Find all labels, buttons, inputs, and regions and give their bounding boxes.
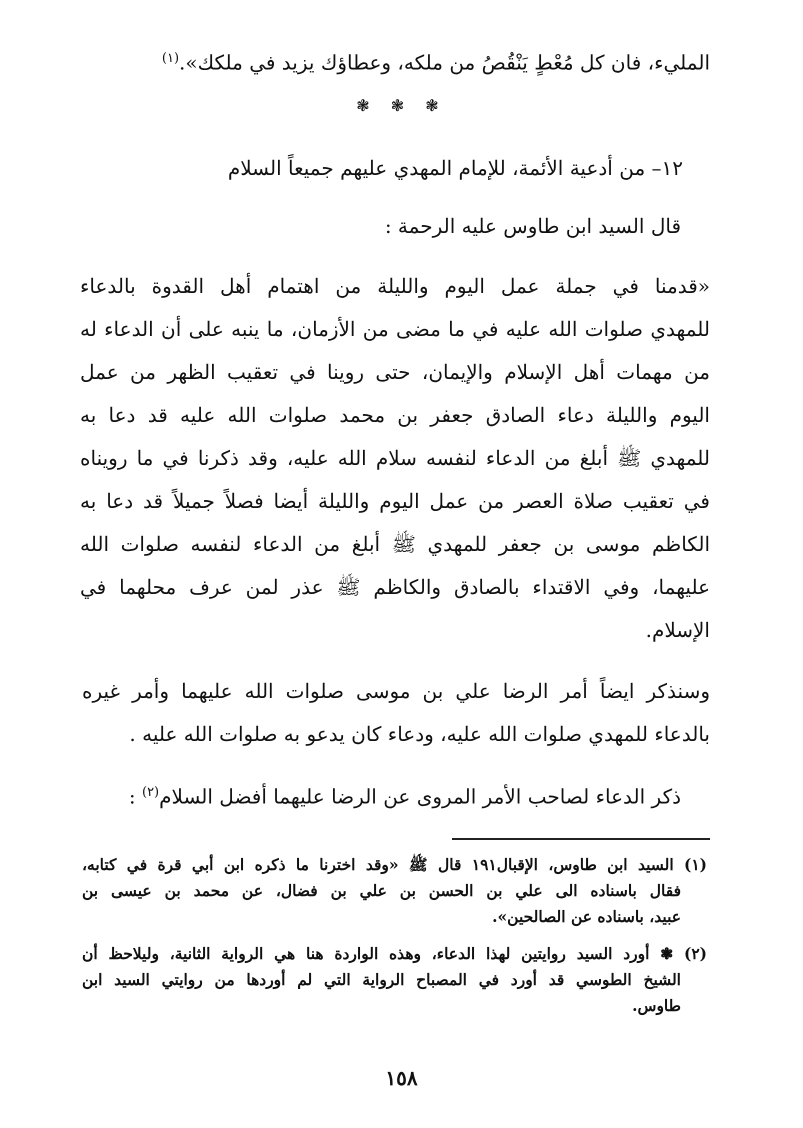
quote-line: عليهما، وفي الاقتداء بالصادق والكاظم ﷺ عذر لمن عرف محلهما في xyxy=(80,575,710,599)
paragraph-line xyxy=(51,778,681,812)
quote-line: من مهمات أهل الإسلام والإيمان، حتى روينا في تعقيب الظهر من عمل xyxy=(80,360,710,384)
footnote-line: (٢) ❃ أورد السيد روايتين لهذا الدعاء، وهذه الواردة هنا هي الرواية الثانية، وليلاحظ أن xyxy=(82,944,707,963)
footnote-line: طاوس. xyxy=(632,996,681,1015)
quote-line: للمهدي ﷺ أبلغ من الدعاء لنفسه سلام الله عليه، وقد ذكرنا في ما رويناه xyxy=(80,446,710,470)
footnote-line: فقال باسناده الى علي بن الحسن بن علي بن فضال، عن محمد بن عيسى بن xyxy=(82,881,681,900)
section-heading: ١٢– من أدعية الأئمة، للإمام المهدي عليهم جميعاً السلام xyxy=(227,156,683,180)
quote-line: الكاظم موسى بن جعفر للمهدي ﷺ أبلغ من الدعاء لنفسه صلوات الله xyxy=(80,532,710,556)
opening-text: المليء، فان كل مُعْطٍ يَنْقُصُ من ملكه، وعطاؤك يزيد في ملكك». xyxy=(179,50,710,75)
footnote-line: (١) السيد ابن طاوس، الإقبال١٩١ قال ﷺ «وقد اخترنا ما ذكره ابن أبي قرة في كتابه، xyxy=(82,855,707,874)
paragraph-line: بالدعاء للمهدي صلوات الله عليه، ودعاء كان يدعو به صلوات الله عليه . xyxy=(129,722,710,746)
quote-line: للمهدي صلوات الله عليه في ما مضى من الأزمان، ما ينبه على أن الدعاء له xyxy=(80,317,710,341)
footnote-line: الشيخ الطوسي قد أورد في المصباح الرواية التي لم أوردها من روايتي السيد ابن xyxy=(82,970,681,989)
footnote-divider xyxy=(452,838,710,840)
paragraph-line: وسنذكر ايضاً أمر الرضا علي بن موسى صلوات الله عليهما وأمر غيره xyxy=(82,679,710,703)
page-number: ١٥٨ xyxy=(385,1066,418,1090)
footnote-ref-1: (١) xyxy=(161,51,180,66)
paragraph3-tail: : xyxy=(128,784,142,809)
footnote-line: عبيد، باسناده عن الصالحين». xyxy=(492,907,681,926)
quote-line: الإسلام. xyxy=(645,618,710,642)
quote-line: في تعقيب صلاة العصر من عمل اليوم والليلة أيضا فصلاً جميلاً قد دعا به xyxy=(80,489,710,513)
footnote-ref-2: (٢) xyxy=(141,785,160,800)
quote-line: اليوم والليلة دعاء الصادق جعفر بن محمد صلوات الله عليه قد دعا به xyxy=(80,403,710,427)
paragraph3-text: ذكر الدعاء لصاحب الأمر المروى عن الرضا عليهما أفضل السلام xyxy=(159,784,681,809)
attribution-line: قال السيد ابن طاوس عليه الرحمة : xyxy=(384,214,681,238)
section-separator: ❃ ❃ ❃ xyxy=(356,96,447,115)
quote-line: «قدمنا في جملة عمل اليوم والليلة من اهتمام أهل القدوة بالدعاء xyxy=(80,274,710,298)
opening-line xyxy=(80,44,710,78)
